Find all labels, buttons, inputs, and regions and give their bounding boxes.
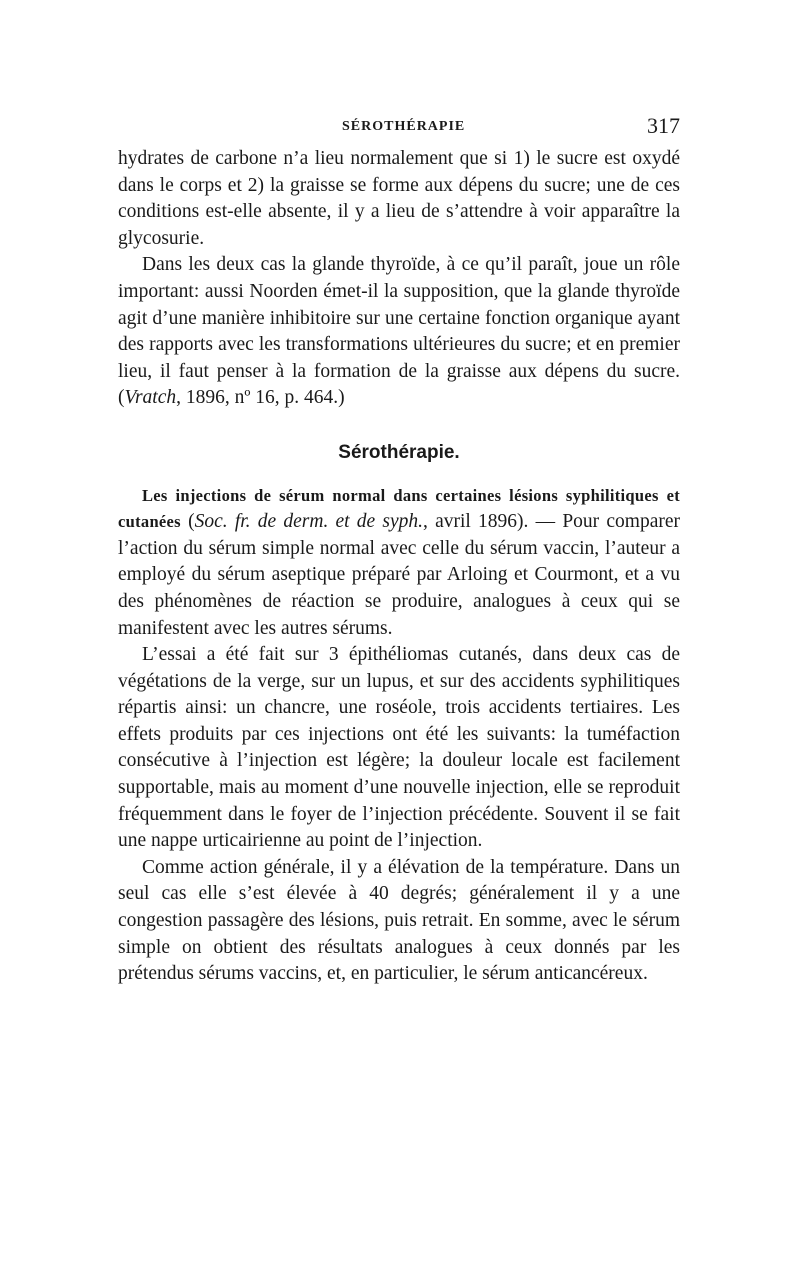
paragraph-trial: L’essai a été fait sur 3 épithéliomas cutanés, dans deux cas de végétations de la verge, sur un lupus, et sur des accidents syphilitiques répartis ainsi: un chancre, une roséole, trois accidents tertiaires. Les effets produits par ces injections ont été les suivants: la tuméfaction consécutive à l’injection est légère; la douleur locale est facilement supportable, mais au moment d’une nouvelle injection, elle se reproduit fréquemment dans le foyer de l’injection précédente. Souvent il se fait une nappe urticairienne au point de l’injection.: [118, 644, 680, 852]
citation-source: Vratch: [124, 387, 177, 409]
citation-open: (: [118, 387, 125, 409]
paragraph-continuation: hydrates de carbone n’a lieu normalement que si 1) le sucre est oxydé dans le corps et 2) la graisse se forme aux dépens du sucre; une de ces conditions est-elle absente, il y a lieu de s’attendre à voir apparaître la glycosurie.: [118, 148, 680, 249]
page-body: [118, 146, 680, 988]
page-number: 317: [647, 113, 680, 138]
article-ref-open: (: [180, 511, 195, 533]
article-paragraph: [118, 483, 680, 643]
paragraph-general-action: Comme action générale, il y a élévation de la température. Dans un seul cas elle s’est élevée à 40 degrés; généralement il y a une congestion passagère des lésions, puis retrait. En somme, avec le sérum simple on obtient des résultats analogues à ceux donnés par les prétendus sérums vaccins, et, en particulier, le sérum anticancéreux.: [118, 856, 680, 985]
section-title: Sérothérapie.: [338, 441, 460, 463]
article-body: , avril 1896). — Pour comparer l’action du sérum simple normal avec celle du sérum vaccin, l’auteur a employé du sérum aseptique préparé par Arloing et Courmont, et a vu des phénomènes de réaction se produire, analogues à ceux qui se manifestent avec les autres sérums.: [118, 511, 680, 639]
paragraph-thyroid-text: Dans les deux cas la glande thyroïde, à ce qu’il paraît, joue un rôle important: aussi Noorden émet-il la supposition, que la glande thyroïde agit d’une manière inhibitoire sur une certaine fonction organique ayant des rapports avec les transformations ultérieures du sucre; et en premier lieu, il faut penser à la formation de la graisse aux dépens du sucre.: [118, 254, 680, 382]
page-header: [118, 113, 680, 143]
citation-rest: , 1896, nº 16, p. 464.): [176, 387, 345, 409]
running-title: SÉROTHÉRAPIE: [342, 119, 466, 134]
paragraph-thyroid: [118, 252, 680, 412]
article-journal: Soc. fr. de derm. et de syph.: [194, 511, 424, 533]
article-lead: Les injections de sérum normal dans certaines lésions syphilitiques et cutanées: [118, 485, 680, 532]
